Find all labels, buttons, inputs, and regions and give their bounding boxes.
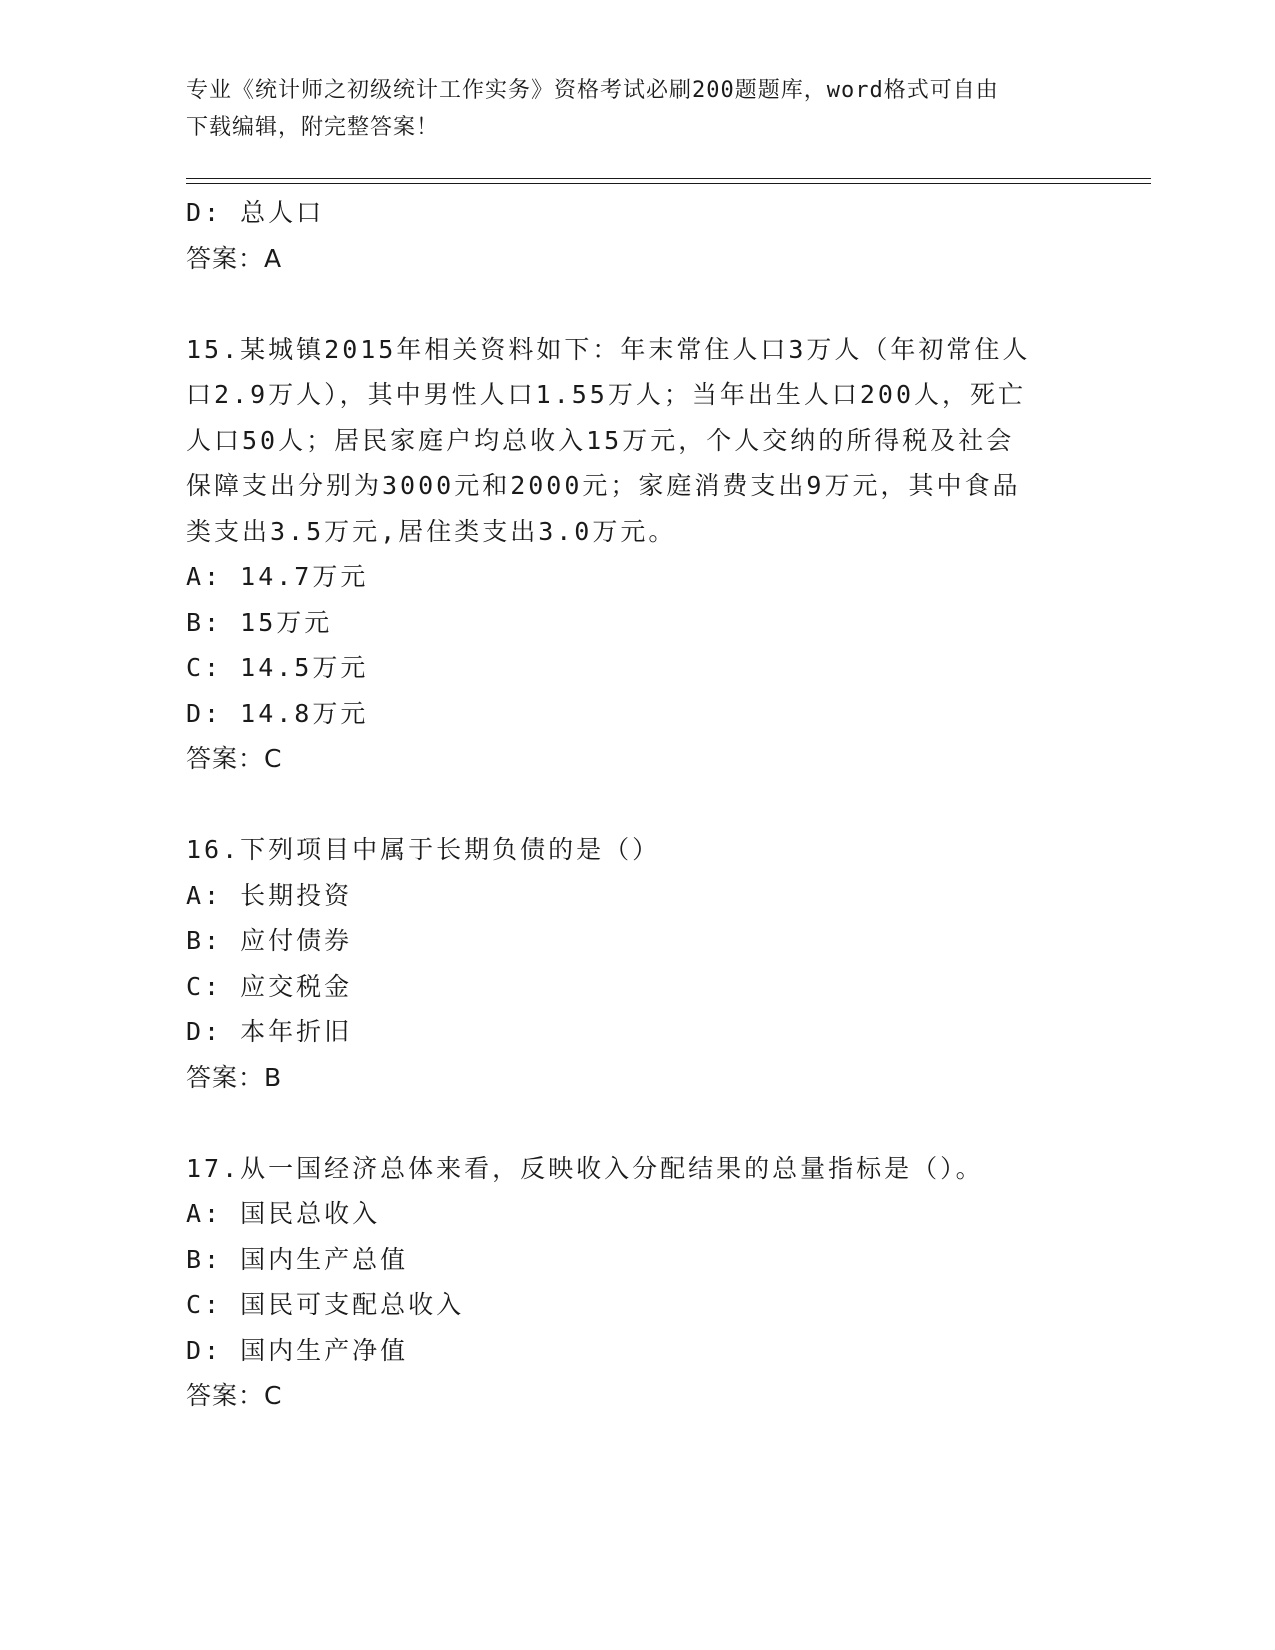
option-a: A: 长期投资 [186, 880, 353, 910]
option-d: D: 总人口 [186, 198, 325, 227]
option-d: D: 国内生产净值 [186, 1335, 409, 1365]
option-a: A: 国民总收入 [186, 1199, 381, 1228]
option-d: D: 14.8万元 [186, 698, 369, 728]
header-line: 专业《统计师之初级统计工作实务》资格考试必刷200题题库，word格式可自由 [186, 78, 999, 103]
option-c: C: 14.5万元 [186, 653, 369, 682]
header-line: 下载编辑，附完整答案！ [186, 115, 440, 140]
option-b: B: 国内生产总值 [186, 1244, 409, 1274]
option-b: B: 15万元 [186, 607, 333, 637]
question-16 [186, 827, 1086, 1100]
question-stem-line: 保障支出分别为3000元和2000元；家庭消费支出9万元，其中食品 [186, 471, 1021, 500]
spacer [186, 281, 1086, 327]
question-stem-line: 口2.9万人），其中男性人口1.55万人；当年出生人口200人，死亡 [186, 380, 1027, 409]
answer: 答案：A [186, 243, 283, 273]
question-17 [186, 1146, 1086, 1419]
question-stem-line: 15.某城镇2015年相关资料如下：年末常住人口3万人（年初常住人 [186, 334, 1031, 364]
question-stem-line: 16.下列项目中属于长期负债的是（） [186, 835, 661, 864]
header-divider [186, 183, 1151, 184]
answer: 答案：C [186, 1381, 283, 1410]
option-a: A: 14.7万元 [186, 562, 369, 591]
spacer [186, 1100, 1086, 1146]
question-stem-line: 人口50人；居民家庭户均总收入15万元，个人交纳的所得税及社会 [186, 425, 1015, 455]
question-stem-line: 17.从一国经济总体来看，反映收入分配结果的总量指标是（）。 [186, 1153, 984, 1183]
document-header [186, 72, 1066, 146]
spacer [186, 782, 1086, 828]
option-c: C: 国民可支配总收入 [186, 1290, 465, 1319]
header-divider [186, 178, 1151, 179]
option-c: C: 应交税金 [186, 971, 353, 1001]
question-stem-line: 类支出3.5万元,居住类支出3.0万元。 [186, 516, 677, 546]
answer: 答案：C [186, 744, 283, 773]
answer: 答案：B [186, 1062, 283, 1092]
question-15 [186, 327, 1086, 782]
question-14-tail [186, 190, 1086, 281]
option-b: B: 应付债券 [186, 926, 353, 955]
option-d: D: 本年折旧 [186, 1017, 353, 1046]
question-list [186, 190, 1086, 1419]
